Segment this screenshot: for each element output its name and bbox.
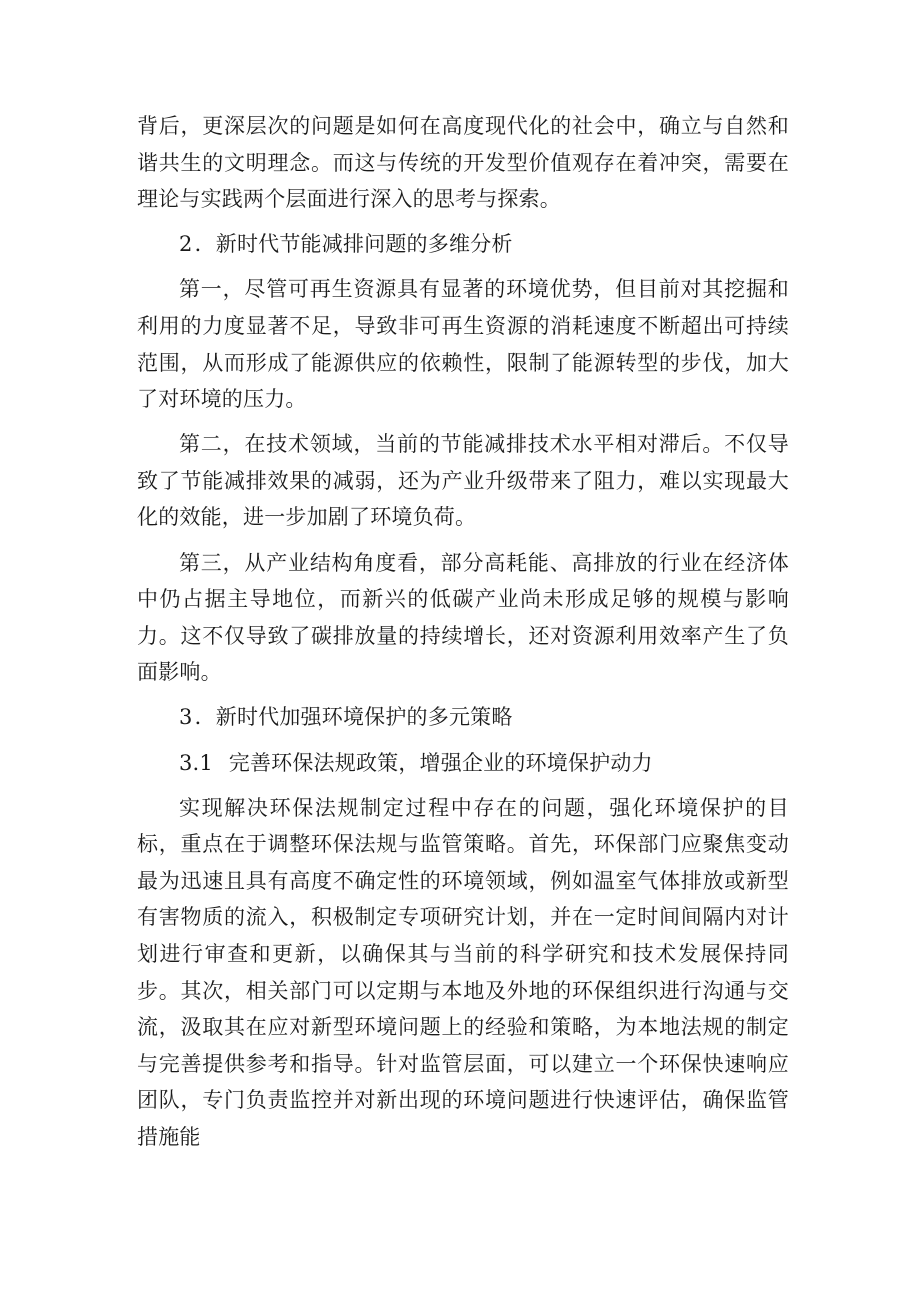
section-number: 3 [179, 705, 193, 730]
paragraph: 第一，尽管可再生资源具有显著的环境优势，但目前对其挖掘和利用的力度显著不足，导致非可再生资源的消耗速度不断超出可持续范围，从而形成了能源供应的依赖性，限制了能源转型的步伐，加大了对环境的压力。 [137, 277, 789, 412]
section-number: 3.1 [179, 750, 213, 775]
section-number: 2 [179, 232, 193, 257]
paragraph: 第二，在技术领域，当前的节能减排技术水平相对滞后。不仅导致了节能减排效果的减弱，还为产业升级带来了阻力，难以实现最大化的效能，进一步加剧了环境负荷。 [137, 432, 789, 530]
paragraph: 第三，从产业结构角度看，部分高耗能、高排放的行业在经济体中仍占据主导地位，而新兴的低碳产业尚未形成足够的规模与影响力。这不仅导致了碳排放量的持续增长，还对资源利用效率产生了负面影响。 [137, 550, 789, 685]
document-body [137, 108, 789, 1164]
paragraph-continued: 背后，更深层次的问题是如何在高度现代化的社会中，确立与自然和谐共生的文明理念。而这与传统的开发型价值观存在着冲突，需要在理论与实践两个层面进行深入的思考与探索。 [137, 114, 789, 212]
section-heading-3 [137, 699, 789, 736]
section-title: 完善环保法规政策，增强企业的环境保护动力 [215, 750, 653, 775]
section-title: ．新时代加强环境保护的多元策略 [194, 705, 513, 730]
paragraph: 实现解决环保法规制定过程中存在的问题，强化环境保护的目标，重点在于调整环保法规与监管策略。首先，环保部门应聚焦变动最为迅速且具有高度不确定性的环境领域，例如温室气体排放或新型有害物质的流入，积极制定专项研究计划，并在一定时间间隔内对计划进行审查和更新，以确保其与当前的科学研究和技术发展保持同步。其次，相关部门可以定期与本地及外地的环保组织进行沟通与交流，汲取其在应对新型环境问题上的经验和策略，为本地法规的制定与完善提供参考和指导。针对监管层面，可以建立一个环保快速响应团队，专门负责监控并对新出现的环境问题进行快速评估，确保监管措施能 [137, 795, 789, 1149]
section-title: ．新时代节能减排问题的多维分析 [194, 232, 513, 257]
subsection-heading-3-1 [137, 745, 789, 782]
section-heading-2 [137, 226, 789, 263]
